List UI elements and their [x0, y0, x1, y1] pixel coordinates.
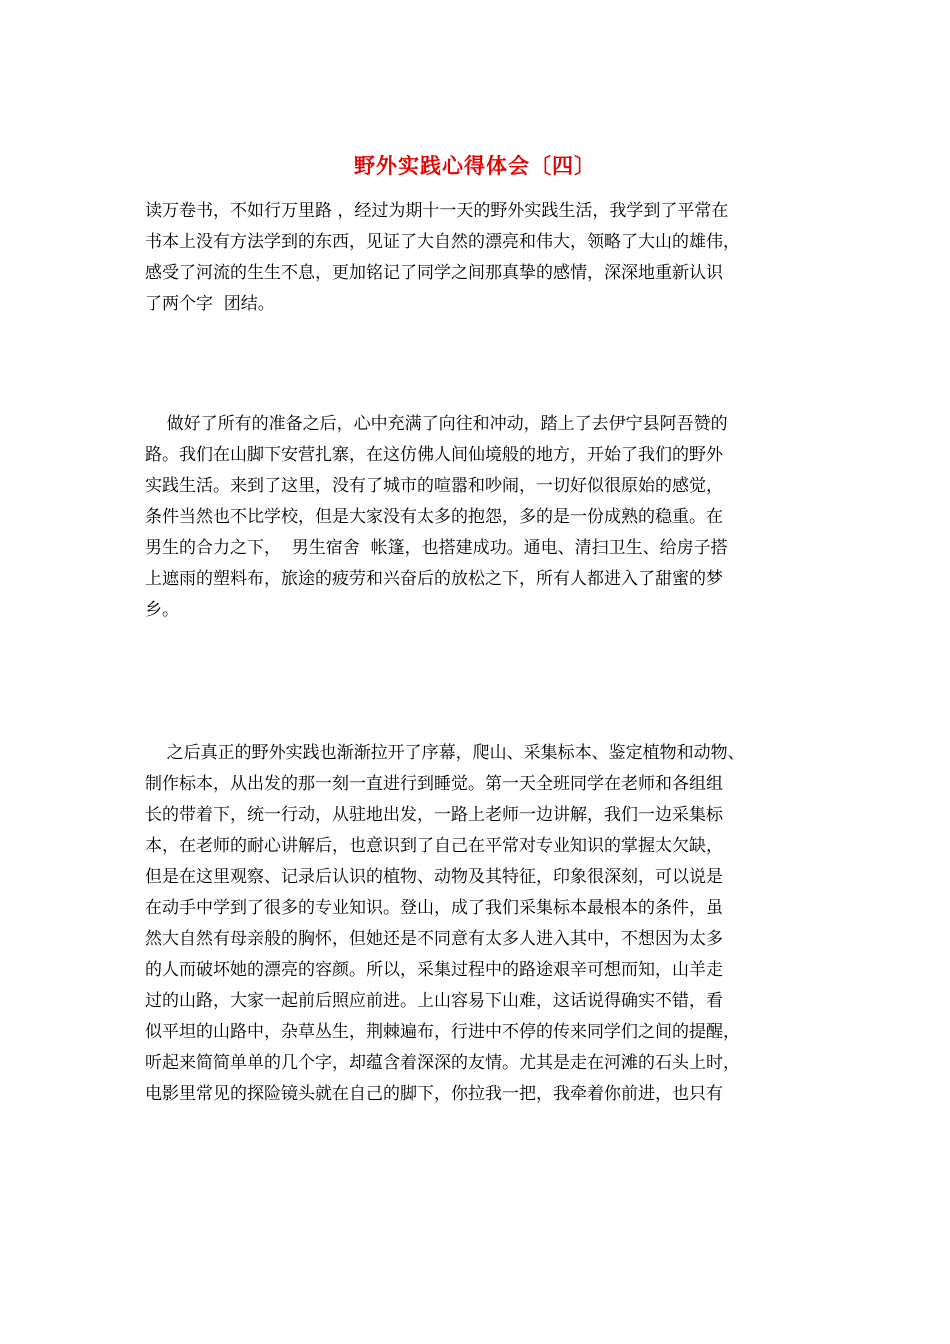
- paragraph-line: 电影里常见的探险镜头就在自己的脚下，你拉我一把，我牵着你前进，也只有: [145, 1084, 723, 1104]
- paragraph-line: 男生的合力之下， 男生宿舍 帐篷，也搭建成功。通电、清扫卫生、给房子搭: [145, 538, 728, 558]
- paragraph-line: 路。我们在山脚下安营扎寨，在这仿佛人间仙境般的地方，开始了我们的野外: [145, 445, 723, 465]
- paragraph-line: 然大自然有母亲般的胸怀，但她还是不同意有太多人进入其中，不想因为太多: [145, 929, 723, 949]
- paragraph-line: 似平坦的山路中，杂草丛生，荆棘遍布，行进中不停的传来同学们之间的提醒，: [145, 1022, 740, 1042]
- paragraph-line: 在动手中学到了很多的专业知识。登山，成了我们采集标本最根本的条件，虽: [145, 898, 723, 918]
- paragraph-line: 乡。: [145, 600, 179, 620]
- paragraph-line: 之后真正的野外实践也渐渐拉开了序幕，爬山、采集标本、鉴定植物和动物、: [145, 743, 745, 763]
- paragraph-line: 书本上没有方法学到的东西，见证了大自然的漂亮和伟大，领略了大山的雄伟，: [145, 232, 740, 252]
- paragraph-line: 的人而破坏她的漂亮的容颜。所以，采集过程中的路途艰辛可想而知，山羊走: [145, 960, 723, 980]
- paragraph-line: 做好了所有的准备之后，心中充满了向往和冲动，踏上了去伊宁县阿吾赞的: [145, 414, 728, 434]
- paragraph-line: 过的山路，大家一起前后照应前进。上山容易下山难，这话说得确实不错，看: [145, 991, 723, 1011]
- paragraph-line: 但是在这里观察、记录后认识的植物、动物及其特征，印象很深刻，可以说是: [145, 867, 723, 887]
- paragraph-line: 听起来简简单单的几个字，却蕴含着深深的友情。尤其是走在河滩的石头上时，: [145, 1053, 740, 1073]
- paragraph-line: 长的带着下，统一行动，从驻地出发，一路上老师一边讲解，我们一边采集标: [145, 805, 723, 825]
- paragraph-1: [145, 196, 845, 320]
- paragraph-line: 制作标本，从出发的那一刻一直进行到睡觉。第一天全班同学在老师和各组组: [145, 774, 723, 794]
- paragraph-2: [145, 409, 845, 626]
- document-title: 野外实践心得体会〔四〕: [354, 153, 596, 178]
- paragraph-line: 读万卷书，不如行万里路 ，经过为期十一天的野外实践生活，我学到了平常在: [145, 201, 729, 221]
- paragraph-3: [145, 738, 845, 1110]
- paragraph-line: 上遮雨的塑料布，旅途的疲劳和兴奋后的放松之下，所有人都进入了甜蜜的梦: [145, 569, 723, 589]
- paragraph-line: 感受了河流的生生不息，更加铭记了同学之间那真挚的感情，深深地重新认识: [145, 263, 723, 283]
- paragraph-line: 本，在老师的耐心讲解后，也意识到了自己在平常对专业知识的掌握太欠缺，: [145, 836, 723, 856]
- paragraph-line: 条件当然也不比学校，但是大家没有太多的抱怨，多的是一份成熟的稳重。在: [145, 507, 723, 527]
- paragraph-line: 实践生活。来到了这里，没有了城市的喧嚣和吵闹，一切好似很原始的感觉，: [145, 476, 723, 496]
- paragraph-line: 了两个字 团结。: [145, 294, 275, 314]
